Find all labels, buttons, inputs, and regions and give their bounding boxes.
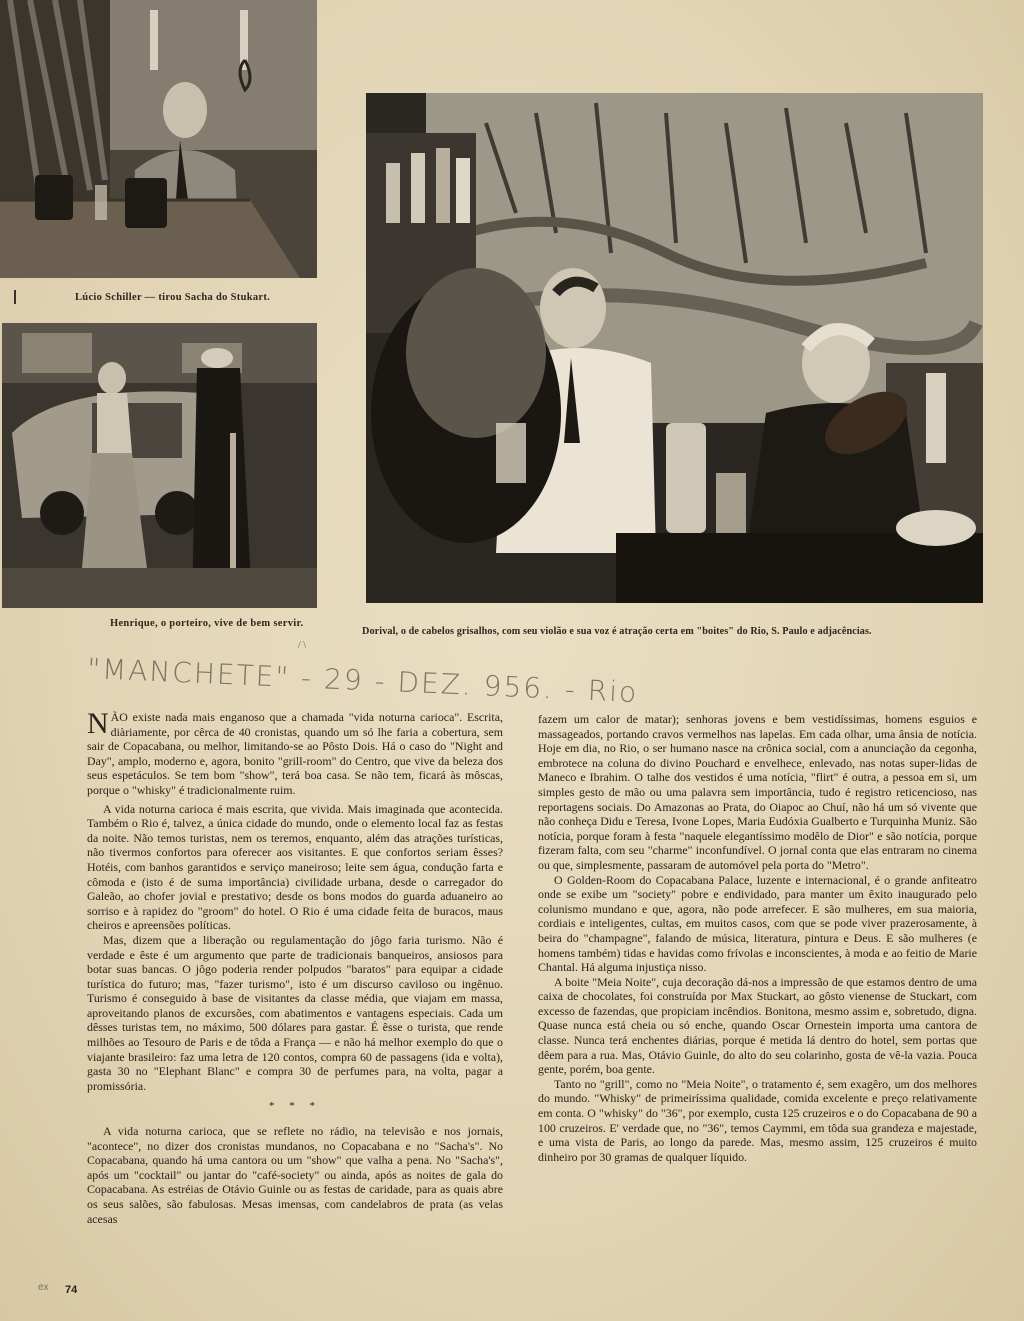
- stray-mark: / \: [298, 640, 307, 651]
- margin-mark: [14, 290, 16, 304]
- handwritten-note: "MANCHETE" - 29 - DEZ. 956. - Rio: [86, 652, 639, 710]
- paragraph: [87, 707, 503, 798]
- paragraph: fazem um calor de matar); senhoras jovens e bem vestidíssimas, homens esguios e massageados, portando cravos vermelhos nas lapelas. Em cada olhar, uma ânsia de notícia. Hoje em dia, no Rio, o ser humano nasce na crônica social, com a anunciação da cegonha, embrotece na coluna do divino Pouchard e envelhece, enlevado, nas notas super-lidas de Maneco e Ibrahim. O talhe dos vestidos é uma notícia, "flirt" é outra, a pessoa em si, um simples gesto de mão ou uma palavra sem importância, tudo é registro reticencioso, nas reportagens sociais. Do Amazonas ao Prata, do Oiapoc ao Chuí, não há um só vivente que não conheça Didu e Teresa, Ivone Lopes, Maria Eudóxia Gualberto e Turquinha Muniz. São notícia, porque foram à festa "naquele elegantíssimo modêlo de Dior" e são notícia, porque fizeram falta, com seu "charme" inconfundível. O jornal conta que elas entraram no cinema ou que, simplesmente, passaram de automóvel pela porta do "Metro".: [538, 712, 977, 872]
- photo-lucio-schiller: [0, 0, 317, 278]
- edge-marker: ex: [38, 1282, 49, 1293]
- page-number: 74: [65, 1284, 78, 1296]
- paragraph: Mas, dizem que a liberação ou regulamentação do jôgo faria turismo. Não é verdade e êste é um argumento que parte de tradicionais banqueiros, ansiosos para botar suas bancas. O jôgo poderia render polpudos "baratos" para equipar a cidade turística do futuro; mas, "fazer turismo", isto é um discurso caviloso ou ingênuo. Turismo é conseguido à base de visitantes da classe média, que viajam em massa, aproveitando planos de excursões, com abatimentos e vantagens especiais. Cada um dêsses turistas tem, no máximo, 500 dólares para gastar. É êsse o turista, que rende milhões ao Tesouro de Paris e de tôda a França — e não há melhor exemplo do que o viajante brasileiro: faz uma letra de 120 contos, compra 60 de passagens (ida e volta), gasta 30 no "Elephant Blanc" e compra 30 de perfumes para, na volta, pagar a promissória.: [87, 932, 503, 1093]
- caption-henrique: Henrique, o porteiro, vive de bem servir.: [110, 618, 304, 629]
- paragraph: A boite "Meia Noite", cuja decoração dá-nos a impressão de que estamos dentro de uma caixa de chocolates, foi construída por Max Stuckart, ao gôsto vienense de Stuckart, com excesso de fazendas, que propiciam incêndios. Bonitona, mesmo assim e, sobretudo, digna. Quase nunca está cheia ou só enche, quando Oscar Ornestein importa uma cantora de classe. Nunca terá enchentes diárias, porque é metida lá dentro do hotel, sem portas que dêem para a rua. Mas, Otávio Guinle, do alto do seu colarinho, gosta de vê-la vazia. Pouca gente, porém, boa gente.: [538, 974, 977, 1077]
- paragraph: A vida noturna carioca, que se reflete no rádio, na televisão e nos jornais, "acontece", no dizer dos cronistas mundanos, no Copacabana e no "Sacha's". No Copacabana, quando há uma cantora ou um "show" que valha a pena. No "Sacha's", após um "cocktail" ou jantar do "café-society" ou ainda, após as noites de gala do Copacabana. As estréias de Otávio Guinle ou as festas de caridade, para as quais abre os seus salões, são fabulosas. Mesas imensas, com candelabros de prata (as velas acesas: [87, 1124, 503, 1226]
- caption-dorival: Dorival, o de cabelos grisalhos, com seu violão e sua voz é atração certa em "boites" do Rio, S. Paulo e adjacências.: [362, 626, 872, 637]
- paragraph: Tanto no "grill", como no "Meia Noite", o tratamento é, sem exagêro, um dos melhores do mundo. "Whisky" de primeiríssima qualidade, comida excelente e preço relativamente em conta. O "whisky" do "36", por exemplo, custa 125 cruzeiros e o do Copacabana de 90 a 100 cruzeiros. E' verdade que, no "36", temos Caymmi, em tôda sua grandeza e majestade, e uma vista de Paris, ao longo da parede. Mas, mesmo assim, 125 cruzeiros é muito dinheiro por 30 gramas de qualquer líquido.: [538, 1076, 977, 1164]
- section-divider: * * *: [269, 1100, 321, 1113]
- paragraph-text: ÃO existe nada mais enganoso que a chamada "vida noturna carioca". Escrita, diàriamente, por cêrca de 40 cronistas, quando um só lhe faria a cobertura, sem sair de Copacabana, ou melhor, limitando-se ao Pôsto Dois. Há o caso do "Night and Day", amplo, moderno e, agora, bonito "grill-room" do Centro, que vive da beleza dos seus espetáculos. Se tem bom "show", terá boa casa. Se não tem, ficará às môscas, porque o "whisky" é tradicionalmente ruim.: [87, 710, 503, 797]
- paragraph: A vida noturna carioca é mais escrita, que vivida. Mais imaginada que acontecida. Também o Rio é, talvez, a única cidade do mundo, onde o elemento local faz as festas da noite. Não temos turistas, nem os teremos, enquanto, além das atrações turísticas, não tivermos confortos para oferecer aos visitantes. E que confortos seriam êsses? Hotéis, com banhos garantidos e serviço maneiroso; leite sem água, condução farta e cômoda e (isto é de suma importância) civilidade urbana, desde o carregador do Galeão, ao chofer jovial e prestativo; desde os bons modos do guarda aduaneiro ao sorriso e à rapidez do "groom" do hotel. O Rio é uma cidade feita de buracos, maus cheiros e apreensões políticas.: [87, 801, 503, 933]
- article-column-2: [538, 712, 977, 1164]
- photo-henrique-doorman: [2, 323, 317, 608]
- drop-cap: N: [87, 707, 109, 740]
- caption-lucio: Lúcio Schiller — tirou Sacha do Stukart.: [75, 292, 271, 303]
- photo-dorival-bar: [366, 93, 983, 603]
- paragraph: O Golden-Room do Copacabana Palace, luzente e internacional, é o grande anfiteatro onde se exibe um "society" pobre e endividado, para manter um êxito inaugurado pelo colunismo mundano e que, agora, não pode arrefecer. E são mulheres, em sua maioria, cordiais e inteligentes, cultas, em muitos casos, com que se pode viver prazerosamente, à beira do "champagne", falando de música, literatura, pintura e Deus. E são mulheres (e homens também) tidas e havidas como frívolas e inconscientes, à moda e ao feitio de Marie Chantal. Há alguma injustiça nisso.: [538, 872, 977, 975]
- article-column-1: [87, 707, 503, 1226]
